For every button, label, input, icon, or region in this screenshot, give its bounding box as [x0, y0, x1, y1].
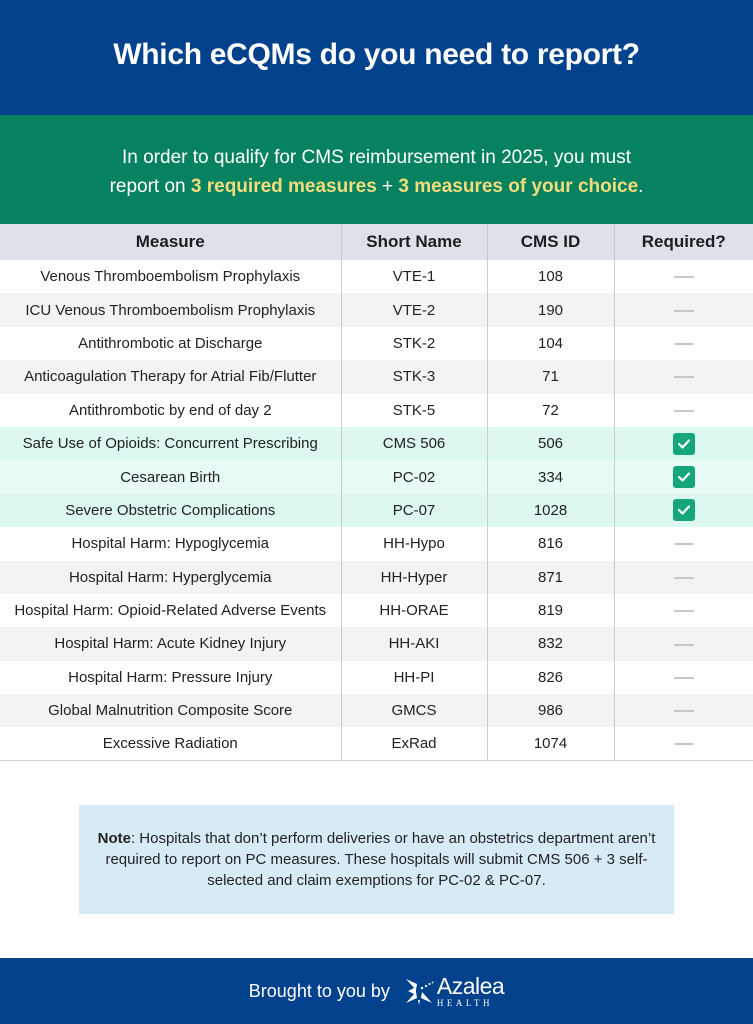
- dash-icon: [674, 710, 694, 712]
- cell-measure: ICU Venous Thromboembolism Prophylaxis: [0, 293, 341, 326]
- cell-short-name: STK-5: [341, 394, 487, 427]
- cell-cms-id: 190: [487, 293, 614, 326]
- cell-measure: Antithrombotic at Discharge: [0, 327, 341, 360]
- intro-line-1: In order to qualify for CMS reimbursement in 2025, you must: [121, 146, 631, 168]
- intro-banner: [0, 115, 753, 224]
- cell-measure: Venous Thromboembolism Prophylaxis: [0, 260, 341, 293]
- table-header-row: [0, 224, 753, 260]
- note-box: [79, 805, 674, 914]
- cell-measure: Excessive Radiation: [0, 727, 341, 760]
- cell-cms-id: 1074: [487, 727, 614, 760]
- dash-icon: [674, 376, 694, 378]
- cell-short-name: VTE-2: [341, 293, 487, 326]
- cell-cms-id: 334: [487, 460, 614, 493]
- column-header-short-name: Short Name: [341, 224, 487, 260]
- cell-short-name: HH-Hypo: [341, 527, 487, 560]
- table-row: [0, 727, 753, 760]
- cell-measure: Anticoagulation Therapy for Atrial Fib/Flutter: [0, 360, 341, 393]
- cell-short-name: HH-ORAE: [341, 594, 487, 627]
- intro-suffix: .: [638, 175, 644, 197]
- cell-required: [614, 327, 753, 360]
- table-row: [0, 394, 753, 427]
- measures-table: [0, 224, 753, 761]
- note-label: Note: [97, 830, 131, 847]
- table-row: [0, 427, 753, 460]
- cell-required: [614, 494, 753, 527]
- column-header-measure: Measure: [0, 224, 341, 260]
- cell-short-name: HH-PI: [341, 661, 487, 694]
- cell-cms-id: 72: [487, 394, 614, 427]
- cell-required: [614, 594, 753, 627]
- intro-connector: +: [376, 175, 399, 197]
- cell-short-name: HH-AKI: [341, 627, 487, 660]
- dash-icon: [674, 577, 694, 579]
- dash-icon: [674, 343, 694, 345]
- table-row: [0, 627, 753, 660]
- cell-required: [614, 527, 753, 560]
- cell-short-name: PC-07: [341, 494, 487, 527]
- cell-required: [614, 627, 753, 660]
- cell-short-name: STK-3: [341, 360, 487, 393]
- cell-required: [614, 694, 753, 727]
- intro-highlight-choice: 3 measures of your choice: [398, 175, 639, 197]
- dash-icon: [674, 310, 694, 312]
- azalea-health-logo: [404, 972, 505, 1008]
- dash-icon: [674, 743, 694, 745]
- cell-measure: Hospital Harm: Hyperglycemia: [0, 561, 341, 594]
- cell-short-name: ExRad: [341, 727, 487, 760]
- cell-cms-id: 832: [487, 627, 614, 660]
- table-row: [0, 460, 753, 493]
- cell-measure: Severe Obstetric Complications: [0, 494, 341, 527]
- table-row: [0, 561, 753, 594]
- cell-required: [614, 260, 753, 293]
- cell-cms-id: 871: [487, 561, 614, 594]
- cell-measure: Safe Use of Opioids: Concurrent Prescribing: [0, 427, 341, 460]
- cell-required: [614, 360, 753, 393]
- logo-wordmark: [436, 972, 505, 1008]
- table-row: [0, 694, 753, 727]
- logo-name: Azalea: [436, 972, 505, 999]
- table-row: [0, 594, 753, 627]
- table-row: [0, 494, 753, 527]
- cell-short-name: VTE-1: [341, 260, 487, 293]
- measures-table-container: [0, 224, 753, 761]
- azalea-flower-icon: [404, 976, 434, 1006]
- brought-to-you-by-text: Brought to you by: [248, 980, 390, 1001]
- cell-required: [614, 394, 753, 427]
- cell-cms-id: 1028: [487, 494, 614, 527]
- cell-required: [614, 561, 753, 594]
- table-row: [0, 527, 753, 560]
- cell-short-name: GMCS: [341, 694, 487, 727]
- cell-required: [614, 427, 753, 460]
- dash-icon: [674, 543, 694, 545]
- intro-text: [110, 143, 644, 201]
- table-row: [0, 293, 753, 326]
- cell-cms-id: 71: [487, 360, 614, 393]
- table-row: [0, 260, 753, 293]
- dash-icon: [674, 276, 694, 278]
- title-banner: [0, 0, 753, 115]
- cell-cms-id: 826: [487, 661, 614, 694]
- logo-subtitle: HEALTH: [436, 997, 494, 1008]
- table-row: [0, 661, 753, 694]
- intro-highlight-required: 3 required measures: [190, 175, 377, 197]
- cell-measure: Global Malnutrition Composite Score: [0, 694, 341, 727]
- cell-cms-id: 104: [487, 327, 614, 360]
- check-icon: [673, 499, 695, 521]
- check-icon: [673, 433, 695, 455]
- table-body: [0, 260, 753, 761]
- dash-icon: [674, 677, 694, 679]
- cell-short-name: HH-Hyper: [341, 561, 487, 594]
- intro-line-2-prefix: report on: [109, 175, 191, 197]
- note-text: [79, 828, 674, 891]
- cell-short-name: STK-2: [341, 327, 487, 360]
- cell-cms-id: 816: [487, 527, 614, 560]
- cell-measure: Hospital Harm: Pressure Injury: [0, 661, 341, 694]
- cell-required: [614, 727, 753, 760]
- page-title: Which eCQMs do you need to report?: [113, 37, 640, 71]
- cell-cms-id: 819: [487, 594, 614, 627]
- note-body: : Hospitals that don’t perform deliveries or have an obstetrics department aren’t required to report on PC measures. These hospitals will submit CMS 506 + 3 self-selected and claim exemptions for PC-02 & PC-07.: [105, 830, 656, 889]
- footer-banner: [0, 958, 753, 1024]
- cell-required: [614, 460, 753, 493]
- cell-short-name: CMS 506: [341, 427, 487, 460]
- dash-icon: [674, 410, 694, 412]
- cell-required: [614, 293, 753, 326]
- cell-measure: Hospital Harm: Acute Kidney Injury: [0, 627, 341, 660]
- dash-icon: [674, 644, 694, 646]
- column-header-required: Required?: [614, 224, 753, 260]
- cell-short-name: PC-02: [341, 460, 487, 493]
- cell-cms-id: 506: [487, 427, 614, 460]
- cell-cms-id: 986: [487, 694, 614, 727]
- dash-icon: [674, 610, 694, 612]
- cell-measure: Hospital Harm: Opioid-Related Adverse Events: [0, 594, 341, 627]
- cell-measure: Cesarean Birth: [0, 460, 341, 493]
- cell-measure: Antithrombotic by end of day 2: [0, 394, 341, 427]
- column-header-cms-id: CMS ID: [487, 224, 614, 260]
- table-row: [0, 327, 753, 360]
- cell-measure: Hospital Harm: Hypoglycemia: [0, 527, 341, 560]
- table-row: [0, 360, 753, 393]
- check-icon: [673, 466, 695, 488]
- cell-required: [614, 661, 753, 694]
- cell-cms-id: 108: [487, 260, 614, 293]
